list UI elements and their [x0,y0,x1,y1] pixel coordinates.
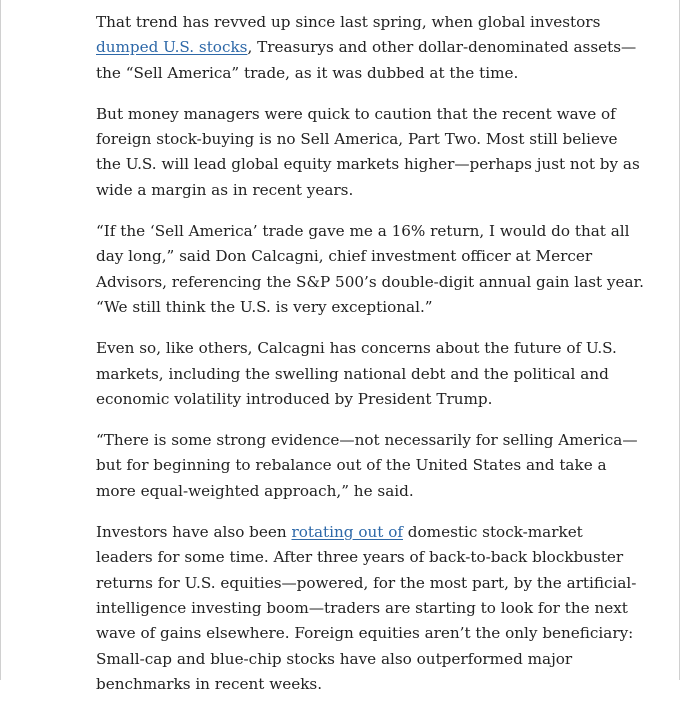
paragraph-1-text-start: That trend has revved up since last spring, when global investors [96,13,601,31]
rotating-out-of-link[interactable]: rotating out of [291,523,403,542]
paragraph-6 [96,520,644,697]
paragraph-1 [96,10,644,86]
paragraph-2: But money managers were quick to caution that the recent wave of foreign stock-buying is no Sell America, Part Two. Most still believe the U.S. will lead global equity markets higher—perhaps just not by as wide a margin as in recent years. [96,104,640,199]
paragraph-3: “If the ‘Sell America’ trade gave me a 16% return, I would do that all day long,” said Don Calcagni, chief investment officer at Mercer Advisors, referencing the S&P 500’s double-digit annual gain last year. “We still think the U.S. is very exceptional.” [96,222,644,316]
paragraph-6-text-start: Investors have also been [96,523,292,542]
paragraph-6-text-end: domestic stock-market leaders for some time. After three years of back-to-back blockbuster returns for U.S. equities—powered, for the most part, by the artificial-intelligence investing boom—traders are starting to look for the next wave of gains elsewhere. Foreign equities aren’t the only beneficiary: Small-cap and blue-chip stocks have also outperformed major benchmarks in recent weeks. [96,523,637,693]
paragraph-4: Even so, like others, Calcagni has concerns about the future of U.S. markets, including the swelling national debt and the political and economic volatility introduced by President Trump. [96,339,617,408]
dumped-us-stocks-link[interactable]: dumped U.S. stocks [96,38,248,57]
article-body [96,10,644,713]
paragraph-1-text-end: , Treasurys and other dollar-denominated assets—the “Sell America” trade, as it was dubbed at the time. [96,38,637,82]
paragraph-5: “There is some strong evidence—not necessarily for selling America—but for beginning to rebalance out of the United States and take a more equal-weighted approach,” he said. [96,431,638,500]
